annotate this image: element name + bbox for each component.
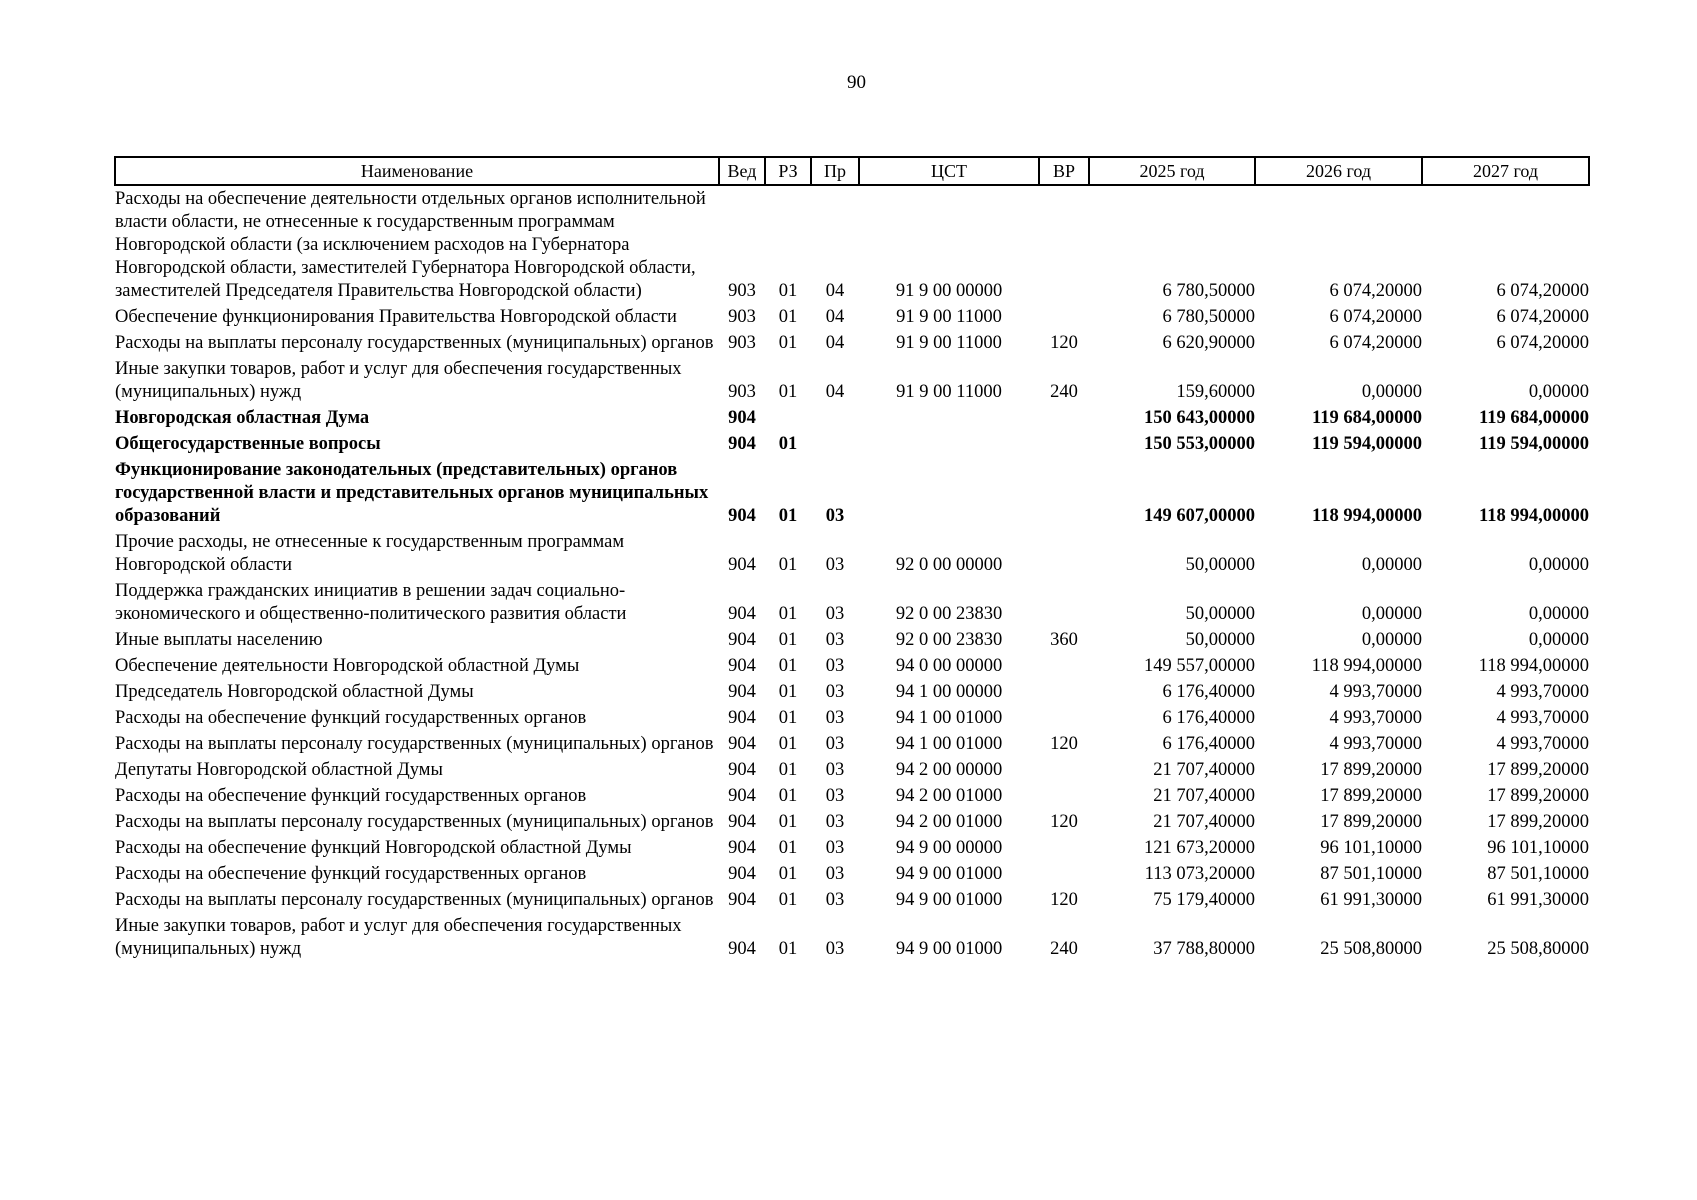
cell-name: Функционирование законодательных (представительных) органов государственной власти и представительных органов муниципальных образований: [115, 460, 709, 526]
cell-name: Обеспечение функционирования Правительства Новгородской области: [115, 307, 677, 327]
table-row: [115, 356, 1589, 405]
header-vr: ВР: [1039, 157, 1089, 185]
cell-rz: 01: [778, 333, 798, 353]
header-2027: 2027 год: [1422, 157, 1589, 185]
cell-2025: 21 707,40000: [1153, 812, 1255, 832]
cell-2027: 119 594,00000: [1479, 434, 1589, 454]
cell-2025: 6 176,40000: [1162, 734, 1255, 754]
cell-rz: 01: [778, 434, 798, 454]
cell-rz: 01: [778, 708, 798, 728]
cell-name: Расходы на обеспечение функций Новгородской областной Думы: [115, 838, 632, 858]
cell-rz: 01: [778, 838, 798, 858]
cell-name: Прочие расходы, не отнесенные к государственным программам Новгородской области: [115, 532, 625, 575]
cell-2027: 96 101,10000: [1487, 838, 1589, 858]
cell-name: Депутаты Новгородской областной Думы: [115, 760, 443, 780]
cell-rz: 01: [778, 682, 798, 702]
cell-vr: [1039, 457, 1089, 529]
cell-2025: 21 707,40000: [1153, 760, 1255, 780]
cell-pr: 03: [825, 708, 845, 728]
cell-2025: 113 073,20000: [1144, 864, 1255, 884]
cell-vr: 240: [1050, 382, 1078, 402]
cell-vr: [1039, 304, 1089, 330]
cell-2026: 0,00000: [1361, 630, 1422, 650]
header-pr: Пр: [811, 157, 859, 185]
table-row: [115, 809, 1589, 835]
cell-rz: 01: [778, 760, 798, 780]
cell-rz: 01: [778, 734, 798, 754]
cell-2025: 121 673,20000: [1144, 838, 1255, 858]
table-row: [115, 405, 1589, 431]
cell-name: Расходы на выплаты персоналу государственных (муниципальных) органов: [115, 890, 714, 910]
cell-2026: 61 991,30000: [1320, 890, 1422, 910]
cell-ved: 903: [728, 307, 756, 327]
cell-vr: 120: [1050, 734, 1078, 754]
cell-pr: 03: [825, 812, 845, 832]
cell-vr: [1039, 653, 1089, 679]
cell-2025: 149 607,00000: [1144, 506, 1255, 526]
table-row: [115, 653, 1589, 679]
cell-pr: 04: [825, 333, 845, 353]
table-row: [115, 627, 1589, 653]
cell-2026: 4 993,70000: [1329, 708, 1422, 728]
cell-vr: 120: [1050, 812, 1078, 832]
cell-2025: 50,00000: [1185, 555, 1255, 575]
cell-2026: 17 899,20000: [1320, 786, 1422, 806]
cell-vr: [1039, 861, 1089, 887]
cell-cst: 94 0 00 00000: [895, 656, 1003, 676]
cell-2026: 118 994,00000: [1312, 506, 1422, 526]
cell-2025: 6 620,90000: [1162, 333, 1255, 353]
cell-ved: 903: [728, 382, 756, 402]
cell-pr: 03: [825, 682, 845, 702]
cell-rz: 01: [778, 630, 798, 650]
cell-vr: [1039, 757, 1089, 783]
cell-2027: 17 899,20000: [1487, 760, 1589, 780]
cell-vr: [1039, 405, 1089, 431]
cell-vr: [1039, 431, 1089, 457]
cell-rz: 01: [778, 506, 798, 526]
cell-rz: 01: [778, 281, 798, 301]
table-row: [115, 731, 1589, 757]
cell-2025: 37 788,80000: [1153, 939, 1255, 959]
cell-2026: 17 899,20000: [1320, 812, 1422, 832]
cell-ved: 904: [728, 630, 756, 650]
table-row: [115, 757, 1589, 783]
cell-2026: 25 508,80000: [1320, 939, 1422, 959]
cell-pr: [811, 405, 859, 431]
cell-name: Обеспечение деятельности Новгородской областной Думы: [115, 656, 580, 676]
cell-vr: 120: [1050, 890, 1078, 910]
cell-cst: [859, 457, 1039, 529]
cell-ved: 904: [728, 682, 756, 702]
cell-cst: 94 1 00 01000: [895, 708, 1003, 728]
cell-ved: 904: [728, 864, 756, 884]
table-row: [115, 861, 1589, 887]
cell-name: Расходы на обеспечение функций государственных органов: [115, 864, 587, 884]
cell-2025: 149 557,00000: [1144, 656, 1255, 676]
cell-name: Председатель Новгородской областной Думы: [115, 682, 474, 702]
cell-cst: 94 9 00 00000: [895, 838, 1003, 858]
cell-2027: 4 993,70000: [1496, 682, 1589, 702]
cell-2026: 96 101,10000: [1320, 838, 1422, 858]
cell-2027: 4 993,70000: [1496, 708, 1589, 728]
cell-2027: 17 899,20000: [1487, 812, 1589, 832]
table-row: [115, 913, 1589, 962]
table-body: [115, 185, 1589, 962]
cell-2025: 50,00000: [1185, 604, 1255, 624]
cell-cst: 94 9 00 01000: [895, 890, 1003, 910]
table-row: [115, 185, 1589, 304]
cell-2027: 0,00000: [1528, 382, 1589, 402]
cell-2026: 0,00000: [1361, 555, 1422, 575]
cell-2025: 6 176,40000: [1162, 682, 1255, 702]
header-ved: Вед: [719, 157, 765, 185]
cell-2026: 4 993,70000: [1329, 734, 1422, 754]
cell-ved: 904: [728, 506, 756, 526]
cell-2026: 4 993,70000: [1329, 682, 1422, 702]
cell-ved: 904: [728, 890, 756, 910]
cell-cst: 94 2 00 01000: [895, 786, 1003, 806]
cell-2026: 119 594,00000: [1312, 434, 1422, 454]
cell-vr: [1039, 185, 1089, 304]
cell-cst: 91 9 00 11000: [896, 307, 1002, 327]
cell-vr: [1039, 835, 1089, 861]
header-2025: 2025 год: [1089, 157, 1255, 185]
cell-cst: [859, 431, 1039, 457]
cell-name: Расходы на обеспечение функций государственных органов: [115, 708, 587, 728]
table-row: [115, 529, 1589, 578]
header-name: Наименование: [115, 157, 719, 185]
cell-rz: 01: [778, 307, 798, 327]
cell-vr: [1039, 705, 1089, 731]
table-row: [115, 835, 1589, 861]
cell-rz: 01: [778, 382, 798, 402]
cell-rz: 01: [778, 555, 798, 575]
cell-ved: 904: [728, 434, 756, 454]
cell-2026: 118 994,00000: [1311, 656, 1422, 676]
cell-cst: 91 9 00 11000: [896, 333, 1002, 353]
cell-rz: 01: [778, 604, 798, 624]
cell-ved: 904: [728, 786, 756, 806]
cell-cst: 91 9 00 11000: [896, 382, 1002, 402]
cell-2027: 0,00000: [1528, 604, 1589, 624]
cell-2026: 6 074,20000: [1329, 307, 1422, 327]
cell-cst: 94 9 00 01000: [895, 939, 1003, 959]
cell-2025: 150 553,00000: [1144, 434, 1255, 454]
table-row: [115, 431, 1589, 457]
cell-cst: 94 2 00 01000: [895, 812, 1003, 832]
cell-pr: 03: [825, 890, 845, 910]
cell-2027: 118 994,00000: [1479, 506, 1589, 526]
cell-name: Иные закупки товаров, работ и услуг для обеспечения государственных (муниципальных) нужд: [115, 916, 682, 959]
cell-name: Расходы на выплаты персоналу государственных (муниципальных) органов: [115, 734, 714, 754]
cell-cst: 92 0 00 23830: [895, 604, 1003, 624]
cell-name: Новгородская областная Дума: [115, 408, 370, 428]
cell-rz: 01: [778, 812, 798, 832]
cell-rz: 01: [778, 786, 798, 806]
cell-2026: 119 684,00000: [1312, 408, 1422, 428]
cell-pr: 03: [825, 506, 845, 526]
cell-rz: 01: [778, 939, 798, 959]
table-row: [115, 887, 1589, 913]
cell-cst: 91 9 00 00000: [895, 281, 1003, 301]
cell-name: Расходы на обеспечение функций государственных органов: [115, 786, 587, 806]
cell-2025: 6 176,40000: [1162, 708, 1255, 728]
table-row: [115, 578, 1589, 627]
cell-ved: 904: [728, 604, 756, 624]
cell-cst: 94 2 00 00000: [895, 760, 1003, 780]
cell-ved: 904: [728, 708, 756, 728]
cell-name: Общегосударственные вопросы: [115, 434, 381, 454]
table-row: [115, 330, 1589, 356]
cell-2027: 0,00000: [1528, 555, 1589, 575]
cell-pr: 03: [825, 939, 845, 959]
cell-2025: 75 179,40000: [1153, 890, 1255, 910]
table-row: [115, 679, 1589, 705]
cell-2027: 6 074,20000: [1496, 333, 1589, 353]
table-row: [115, 783, 1589, 809]
cell-2027: 6 074,20000: [1496, 307, 1589, 327]
cell-vr: [1039, 529, 1089, 578]
cell-rz: 01: [778, 864, 798, 884]
cell-ved: 904: [728, 838, 756, 858]
cell-2027: 17 899,20000: [1487, 786, 1589, 806]
cell-pr: 04: [825, 281, 845, 301]
cell-rz: [765, 405, 811, 431]
cell-2026: 87 501,10000: [1320, 864, 1422, 884]
cell-2025: 50,00000: [1185, 630, 1255, 650]
cell-vr: 120: [1050, 333, 1078, 353]
cell-name: Расходы на выплаты персоналу государственных (муниципальных) органов: [115, 333, 714, 353]
table-header-row: [115, 157, 1589, 185]
cell-pr: 03: [825, 630, 845, 650]
cell-rz: 01: [778, 890, 798, 910]
cell-name: Поддержка гражданских инициатив в решении задач социально-экономического и общественно-политического развития области: [115, 581, 627, 624]
page-number: 90: [847, 72, 866, 93]
budget-table: [114, 156, 1590, 962]
cell-2027: 4 993,70000: [1496, 734, 1589, 754]
cell-pr: 03: [825, 760, 845, 780]
cell-pr: 04: [825, 382, 845, 402]
cell-cst: 92 0 00 00000: [895, 555, 1003, 575]
cell-2027: 118 994,00000: [1478, 656, 1589, 676]
cell-2026: 0,00000: [1361, 382, 1422, 402]
cell-ved: 903: [728, 281, 756, 301]
table-row: [115, 304, 1589, 330]
cell-name: Расходы на обеспечение деятельности отдельных органов исполнительной власти области, не отнесенные к государственным программам Новгородской области (за исключением расходов на Губернатора Новгородской области, заместителей Губернатора Новгородской области, заместителей Председателя Правительства Новгородской области): [115, 189, 706, 301]
cell-cst: 94 1 00 01000: [895, 734, 1003, 754]
cell-cst: 92 0 00 23830: [895, 630, 1003, 650]
cell-cst: 94 9 00 01000: [895, 864, 1003, 884]
cell-2026: 17 899,20000: [1320, 760, 1422, 780]
cell-pr: 04: [825, 307, 845, 327]
cell-pr: 03: [825, 656, 845, 676]
cell-pr: 03: [825, 786, 845, 806]
cell-name: Иные закупки товаров, работ и услуг для обеспечения государственных (муниципальных) нужд: [115, 359, 682, 402]
cell-name: Расходы на выплаты персоналу государственных (муниципальных) органов: [115, 812, 714, 832]
cell-vr: [1039, 783, 1089, 809]
cell-vr: 240: [1050, 939, 1078, 959]
cell-ved: 904: [728, 656, 756, 676]
cell-2027: 0,00000: [1528, 630, 1589, 650]
header-cst: ЦСТ: [859, 157, 1039, 185]
cell-2025: 6 780,50000: [1162, 307, 1255, 327]
cell-2027: 87 501,10000: [1487, 864, 1589, 884]
cell-name: Иные выплаты населению: [115, 630, 323, 650]
cell-pr: 03: [825, 734, 845, 754]
cell-pr: 03: [825, 604, 845, 624]
cell-cst: 94 1 00 00000: [895, 682, 1003, 702]
cell-cst: [859, 405, 1039, 431]
cell-vr: [1039, 578, 1089, 627]
cell-2025: 159,60000: [1176, 382, 1255, 402]
header-2026: 2026 год: [1255, 157, 1422, 185]
cell-vr: [1039, 679, 1089, 705]
cell-ved: 904: [728, 408, 756, 428]
cell-2025: 6 780,50000: [1162, 281, 1255, 301]
cell-2027: 119 684,00000: [1479, 408, 1589, 428]
cell-pr: [811, 431, 859, 457]
cell-2026: 6 074,20000: [1329, 333, 1422, 353]
cell-2027: 61 991,30000: [1487, 890, 1589, 910]
header-rz: РЗ: [765, 157, 811, 185]
cell-ved: 904: [728, 812, 756, 832]
table-row: [115, 457, 1589, 529]
cell-2025: 150 643,00000: [1144, 408, 1255, 428]
cell-ved: 904: [728, 760, 756, 780]
cell-pr: 03: [825, 864, 845, 884]
cell-2026: 0,00000: [1361, 604, 1422, 624]
cell-pr: 03: [825, 555, 845, 575]
cell-rz: 01: [778, 656, 798, 676]
cell-2026: 6 074,20000: [1329, 281, 1422, 301]
cell-ved: 904: [728, 734, 756, 754]
cell-pr: 03: [825, 838, 845, 858]
table-row: [115, 705, 1589, 731]
cell-2025: 21 707,40000: [1153, 786, 1255, 806]
cell-2027: 6 074,20000: [1496, 281, 1589, 301]
cell-2027: 25 508,80000: [1487, 939, 1589, 959]
cell-vr: 360: [1050, 630, 1078, 650]
cell-ved: 903: [728, 333, 756, 353]
cell-ved: 904: [728, 939, 756, 959]
cell-ved: 904: [728, 555, 756, 575]
